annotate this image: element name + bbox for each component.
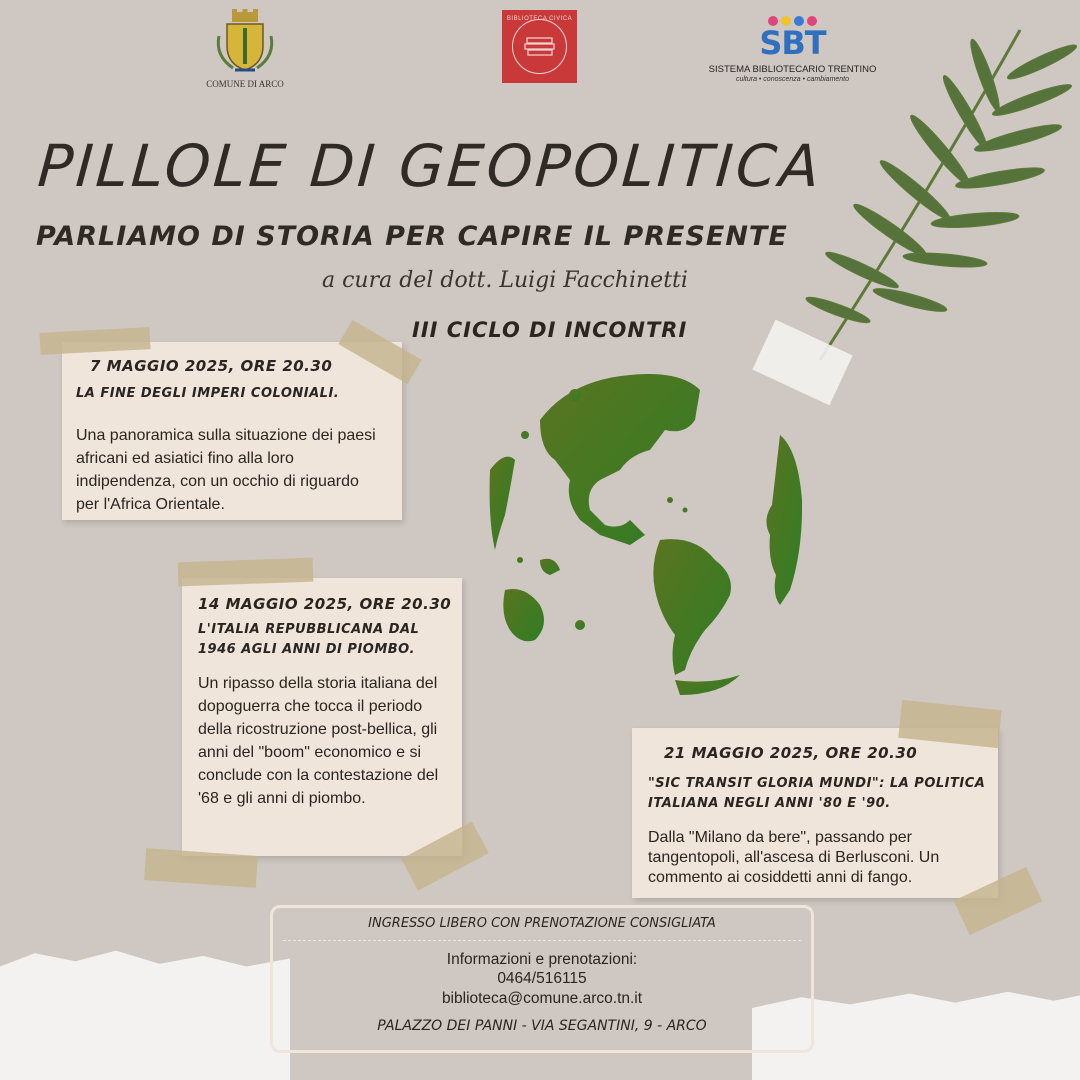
venue-address: PALAZZO DEI PANNI - VIA SEGANTINI, 9 - ARCO (377, 1018, 707, 1034)
event-date: 14 MAGGIO 2025, ORE 20.30 (198, 595, 452, 613)
event-description: Un ripasso della storia italiana del dopoguerra che tocca il periodo della ricostruzione post-bellica, gli anni del "boom" economico e si conclude con la contestazione del '68 e gli anni di piombo. (198, 675, 439, 807)
torn-paper-left (0, 948, 290, 1080)
event-title: LA FINE DEGLI IMPERI COLONIALI. (76, 386, 340, 401)
globe-icon (480, 360, 830, 710)
coat-of-arms-icon (205, 8, 285, 74)
comune-di-arco-logo (205, 8, 285, 90)
event-card-2 (182, 578, 462, 856)
event-title: L'ITALIA REPUBBLICANA DAL 1946 AGLI ANNI DI PIOMBO. (198, 622, 420, 657)
tape-strip (178, 558, 314, 587)
event-card-3 (632, 728, 998, 898)
page-subtitle: PARLIAMO DI STORIA PER CAPIRE IL PRESENTE (36, 221, 788, 252)
sbt-initials: SBT (759, 24, 826, 62)
sbt-tagline: cultura • conoscenza • cambiamento (735, 76, 850, 83)
tape-strip (144, 848, 258, 888)
event-title: "SIC TRANSIT GLORIA MUNDI": LA POLITICA ITALIANA NEGLI ANNI '80 E '90. (648, 776, 986, 811)
event-description: Una panoramica sulla situazione dei paesi africani ed asiatici fino alla loro indipendenza, con un occhio di riguardo per l'Africa Orientale. (76, 427, 376, 513)
page-title: PILLOLE DI GEOPOLITICA (35, 132, 825, 200)
dashed-divider (283, 940, 801, 941)
event-date: 7 MAGGIO 2025, ORE 20.30 (90, 357, 333, 375)
event-description: Dalla "Milano da bere", passando per tangentopoli, all'ascesa di Berlusconi. Un commento ai cosiddetti anni di fango. (648, 829, 940, 886)
biblioteca-logo-text: BIBLIOTECA CIVICA (506, 16, 573, 22)
info-box (270, 905, 814, 1053)
info-heading: INGRESSO LIBERO CON PRENOTAZIONE CONSIGLIATA (368, 916, 716, 931)
contact-label: Informazioni e prenotazioni: (446, 951, 638, 968)
event-card-1 (62, 342, 402, 520)
comune-caption: COMUNE DI ARCO (206, 79, 284, 89)
biblioteca-civica-logo (502, 10, 577, 83)
sbt-name: SISTEMA BIBLIOTECARIO TRENTINO (708, 64, 877, 75)
cycle-label: III CICLO DI INCONTRI (412, 318, 688, 342)
event-date: 21 MAGGIO 2025, ORE 20.30 (664, 744, 918, 762)
phone-number[interactable]: 0464/516115 (497, 970, 587, 987)
email-link[interactable]: biblioteca@comune.arco.tn.it (441, 990, 643, 1007)
curator-line: a cura del dott. Luigi Facchinetti (322, 268, 688, 293)
